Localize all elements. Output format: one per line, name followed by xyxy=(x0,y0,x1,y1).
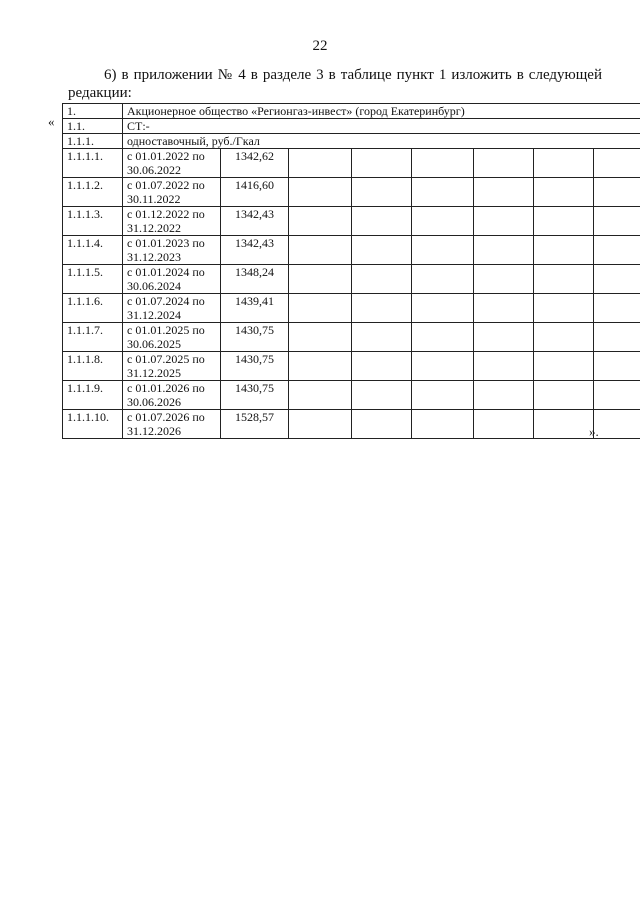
period-to: 30.11.2022 xyxy=(127,192,181,206)
empty-cell xyxy=(289,352,352,381)
tariff-value: 1528,57 xyxy=(221,410,289,439)
row-number: 1.1.1.9. xyxy=(63,381,123,410)
empty-cell xyxy=(352,381,412,410)
row-number: 1.1.1.3. xyxy=(63,207,123,236)
empty-cell xyxy=(352,178,412,207)
period-from: с 01.01.2025 по xyxy=(127,323,205,337)
row-number: 1.1.1.4. xyxy=(63,236,123,265)
period-cell xyxy=(123,294,221,323)
tariff-row xyxy=(63,410,640,439)
tariff-type-row xyxy=(63,134,640,149)
tariff-row xyxy=(63,265,640,294)
tariff-row xyxy=(63,207,640,236)
period-from: с 01.01.2023 по xyxy=(127,236,205,250)
page-number: 22 xyxy=(312,38,328,54)
empty-cell xyxy=(412,323,474,352)
empty-cell xyxy=(289,323,352,352)
period-from: с 01.07.2022 по xyxy=(127,178,205,192)
row-number: 1.1.1. xyxy=(63,134,123,149)
period-from: с 01.12.2022 по xyxy=(127,207,205,221)
period-cell xyxy=(123,149,221,178)
empty-cell xyxy=(289,178,352,207)
ct-label: СТ:- xyxy=(123,119,640,134)
empty-cell xyxy=(474,236,534,265)
empty-cell xyxy=(412,207,474,236)
tariff-value: 1430,75 xyxy=(221,381,289,410)
empty-cell xyxy=(534,381,594,410)
period-from: с 01.07.2026 по xyxy=(127,410,205,424)
period-from: с 01.01.2024 по xyxy=(127,265,205,279)
org-row xyxy=(63,104,640,119)
row-number: 1.1.1.8. xyxy=(63,352,123,381)
empty-cell xyxy=(289,410,352,439)
tariff-row xyxy=(63,294,640,323)
row-number: 1.1. xyxy=(63,119,123,134)
row-number: 1.1.1.5. xyxy=(63,265,123,294)
empty-cell xyxy=(352,323,412,352)
empty-cell xyxy=(474,207,534,236)
empty-cell xyxy=(474,323,534,352)
empty-cell xyxy=(534,323,594,352)
empty-cell xyxy=(594,178,640,207)
empty-cell xyxy=(352,352,412,381)
empty-cell xyxy=(534,410,594,439)
empty-cell xyxy=(594,294,640,323)
empty-cell xyxy=(412,352,474,381)
empty-cell xyxy=(594,265,640,294)
empty-cell xyxy=(352,236,412,265)
tariff-value: 1342,43 xyxy=(221,236,289,265)
empty-cell xyxy=(474,149,534,178)
org-name: Акционерное общество «Регионгаз-инвест» (город Екатеринбург) xyxy=(123,104,640,119)
empty-cell xyxy=(534,265,594,294)
empty-cell xyxy=(474,294,534,323)
empty-cell xyxy=(594,410,640,439)
period-to: 30.06.2026 xyxy=(127,395,181,409)
empty-cell xyxy=(352,207,412,236)
row-number: 1. xyxy=(63,104,123,119)
period-cell xyxy=(123,265,221,294)
tariff-type-label: одноставочный, руб./Гкал xyxy=(123,134,640,149)
tariff-row xyxy=(63,352,640,381)
empty-cell xyxy=(352,294,412,323)
empty-cell xyxy=(289,381,352,410)
empty-cell xyxy=(412,236,474,265)
empty-cell xyxy=(534,207,594,236)
empty-cell xyxy=(412,381,474,410)
tariff-value: 1342,43 xyxy=(221,207,289,236)
empty-cell xyxy=(534,294,594,323)
tariff-table xyxy=(62,103,640,439)
empty-cell xyxy=(474,352,534,381)
period-to: 31.12.2026 xyxy=(127,424,181,438)
opening-quote-mark: « xyxy=(48,114,55,129)
row-number: 1.1.1.7. xyxy=(63,323,123,352)
period-to: 31.12.2025 xyxy=(127,366,181,380)
tariff-row xyxy=(63,236,640,265)
period-to: 30.06.2025 xyxy=(127,337,181,351)
period-to: 31.12.2024 xyxy=(127,308,181,322)
period-cell xyxy=(123,410,221,439)
empty-cell xyxy=(534,149,594,178)
period-to: 31.12.2022 xyxy=(127,221,181,235)
empty-cell xyxy=(352,149,412,178)
empty-cell xyxy=(594,323,640,352)
row-number: 1.1.1.6. xyxy=(63,294,123,323)
empty-cell xyxy=(352,265,412,294)
empty-cell xyxy=(474,410,534,439)
intro-paragraph: 6) в приложении № 4 в разделе 3 в таблице пункт 1 изложить в следующей редакции: xyxy=(68,67,602,101)
empty-cell xyxy=(474,265,534,294)
row-number: 1.1.1.1. xyxy=(63,149,123,178)
tariff-value: 1348,24 xyxy=(221,265,289,294)
period-cell xyxy=(123,207,221,236)
empty-cell xyxy=(289,294,352,323)
tariff-row xyxy=(63,178,640,207)
period-to: 30.06.2024 xyxy=(127,279,181,293)
empty-cell xyxy=(594,352,640,381)
period-from: с 01.07.2025 по xyxy=(127,352,205,366)
empty-cell xyxy=(289,265,352,294)
ct-row xyxy=(63,119,640,134)
empty-cell xyxy=(474,381,534,410)
empty-cell xyxy=(412,294,474,323)
closing-quote-mark: ». xyxy=(589,424,599,439)
tariff-value: 1416,60 xyxy=(221,178,289,207)
period-cell xyxy=(123,236,221,265)
empty-cell xyxy=(534,352,594,381)
tariff-row xyxy=(63,381,640,410)
empty-cell xyxy=(534,178,594,207)
period-cell xyxy=(123,178,221,207)
empty-cell xyxy=(412,149,474,178)
period-cell xyxy=(123,381,221,410)
tariff-value: 1342,62 xyxy=(221,149,289,178)
period-to: 30.06.2022 xyxy=(127,163,181,177)
empty-cell xyxy=(412,265,474,294)
empty-cell xyxy=(594,207,640,236)
empty-cell xyxy=(594,236,640,265)
tariff-value: 1430,75 xyxy=(221,323,289,352)
period-cell xyxy=(123,323,221,352)
empty-cell xyxy=(289,149,352,178)
empty-cell xyxy=(594,381,640,410)
empty-cell xyxy=(289,207,352,236)
empty-cell xyxy=(412,410,474,439)
period-cell xyxy=(123,352,221,381)
empty-cell xyxy=(534,236,594,265)
period-from: с 01.01.2022 по xyxy=(127,149,205,163)
period-to: 31.12.2023 xyxy=(127,250,181,264)
empty-cell xyxy=(412,178,474,207)
tariff-value: 1439,41 xyxy=(221,294,289,323)
tariff-row xyxy=(63,149,640,178)
row-number: 1.1.1.10. xyxy=(63,410,123,439)
period-from: с 01.07.2024 по xyxy=(127,294,205,308)
period-from: с 01.01.2026 по xyxy=(127,381,205,395)
tariff-value: 1430,75 xyxy=(221,352,289,381)
tariff-row xyxy=(63,323,640,352)
empty-cell xyxy=(289,236,352,265)
row-number: 1.1.1.2. xyxy=(63,178,123,207)
empty-cell xyxy=(474,178,534,207)
empty-cell xyxy=(594,149,640,178)
empty-cell xyxy=(352,410,412,439)
